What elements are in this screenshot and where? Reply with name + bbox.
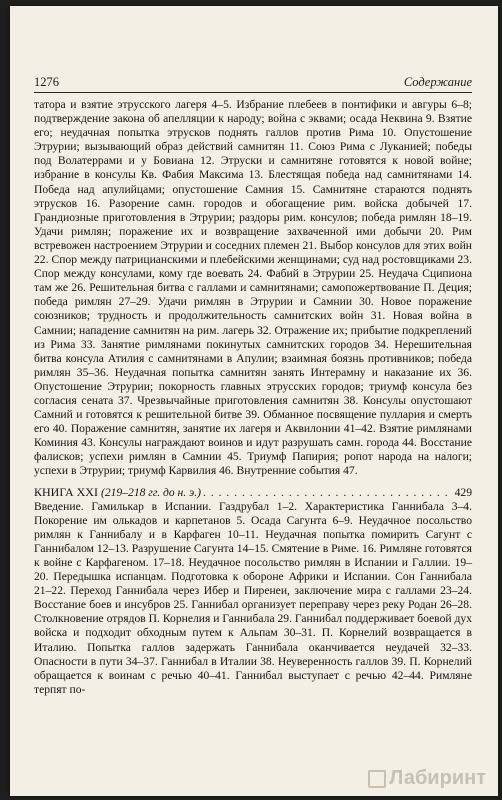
watermark bbox=[368, 767, 486, 790]
book-page bbox=[10, 6, 498, 796]
contents-paragraph-book-xxi: Введение. Гамилькар в Испании. Газдрубал 1–2. Характеристика Ганнибала 3–4. Покорение им олькадов и карпетанов 5. Осада Сагунта 6–9. Неудачное посольство римлян к Ганнибалу и в Карфаген 10–11. Неудачная попытка помирить Сагунт с Ганнибалом 12–13. Разрушение Сагунта 14–15. Смятение в Риме. 16. Римляне готовятся к войне с Карфагеном. 17–18. Неудачное посольство римлян в Испании и Галлии. 19–20. Передышка испанцам. Подготовка к обороне Африки и Испании. Сон Ганнибала 21–22. Переход Ганнибала через Ибер и Пиренеи, заключение мира с галлами 23–24. Восстание боев и инсубров 25. Ганнибал организует переправу через реку Родан 26–28. Столкновение отрядов П. Корнелия и Ганнибала 29. Ганнибал поддерживает боевой дух войска и подходит обходным путем к Альпам 30–31. П. Корнелий возвращается в Италию. Попытка галлов задержать Ганнибала оканчивается неудачей 32–33. Опасности в пути 34–37. Ганнибал в Италии 38. Неуверенность галлов 39. П. Корнелий обращается к воинам с речью 40–41. Ганнибал выступает с речью 42–44. Римляне терпят по- bbox=[34, 499, 472, 696]
contents-body bbox=[34, 98, 472, 697]
watermark-text: Лабиринт bbox=[389, 767, 486, 789]
section-title: Содержание bbox=[403, 75, 472, 89]
book-page-ref: 429 bbox=[454, 485, 472, 499]
page-number: 1276 bbox=[34, 75, 59, 89]
book-heading bbox=[34, 485, 472, 500]
leader-dots bbox=[203, 486, 453, 500]
book-dates: (219–218 гг. до н. э.) bbox=[100, 485, 201, 499]
contents-paragraph-book-x: татора и взятие этрусского лагеря 4–5. Избрание плебеев в понтифики и авгуры 6–8; подтверждение закона об апелляции к народу; война с эквами; осада Неквина 9. Взятие его; неудачная попытка этрусков поднять галлов против Рима 10. Опустошение Этрурии; вызывающий образ действий самнитян 11. Союз Рима с Луканией; победы под Волатеррами и у Бовиана 12. Этруски и самнитяне готовятся к новой войне; избрание в консулы Кв. Фабия Максима 13. Блестящая победа над самнитянами 14. Победа над апулийцами; опустошение Самния 15. Самнитяне стараются поднять этрусков 16. Разорение самн. городов и обогащение рим. войска добычей 17. Грандиозные приготовления в Этрурии; раздоры рим. консулов; победа римлян 18–19. Удачи римлян; поражение их и возвращение захваченной ими добычи 20. Рим встревожен настроением Этрурии и соседних племен 21. Выбор консулов для этих войн 22. Спор между патрицианскими и плебейскими женщинами; суд над ростовщиками 23. Спор между консулами, кому где воевать 24. Фабий в Этрурии 25. Неудача Сципиона там же 26. Решительная битва с галлами и самнитянами; самопожертвование П. Деция; победа римлян 27–29. Удачи римлян в Этрурии и Самнии 30. Новое поражение союзников; трудность и продолжительность самнитских войн 31. Новая война в Самнии; нападение самнитян на рим. лагерь 32. Отражение их; прибытие подкреплений из Рима 33. Занятие римлянами покинутых самнитских городов 34. Нерешительная битва консула Атилия с самнитянами в Апулии; взаимная боязнь противников; победа римлян 35–36. Неудачная попытка самнитян занять Интерамну и наказание их 36. Опустошение Этрурии; покорность главных этрусских городов; триумф консула без согласия сената 37. Чрезвычайные приготовления самнитян 38. Консулы опустошают Самний и готовятся к решительной битве 39. Обманное посвящение пуллария и смерть его 40. Поражение самнитян, занятие их лагеря и Аквилонии 41–42. Взятие римлянами Коминия 43. Консулы награждают воинов и идут разрушать самн. города 44. Восстание фалисков; успехи римлян в Самнии 45. Триумф Папирия; ропот народа на налоги; успехи в Этрурии; триумф Карвилия 46. Внутренние события 47. bbox=[34, 98, 472, 478]
book-label: КНИГА XXI bbox=[34, 484, 98, 499]
watermark-logo-icon bbox=[368, 770, 386, 788]
running-header bbox=[34, 72, 472, 93]
